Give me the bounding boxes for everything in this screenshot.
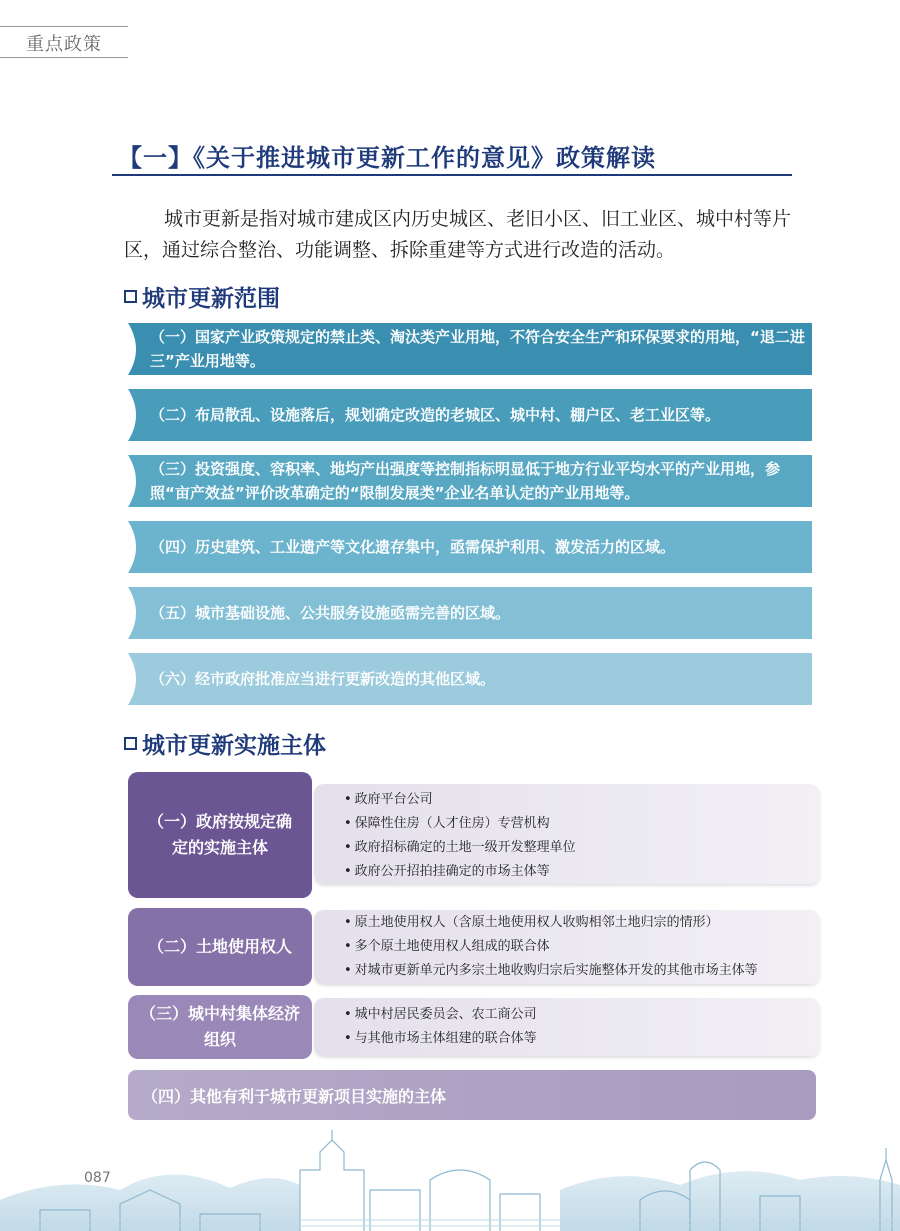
list-item: • 原土地使用权人（含原土地使用权人收购相邻土地归宗的情形） — [344, 911, 758, 935]
page-number: 087 — [84, 1170, 111, 1186]
scope-item — [128, 653, 812, 705]
list-item: • 政府平台公司 — [344, 788, 576, 812]
scope-item-text: （五）城市基础设施、公共服务设施亟需完善的区域。 — [150, 604, 511, 622]
section-rule — [112, 174, 792, 176]
intro-paragraph: 城市更新是指对城市建成区内历史城区、老旧小区、旧工业区、城中村等片区，通过综合整治、功能调整、拆除重建等方式进行改造的活动。 — [124, 208, 792, 261]
scope-item — [128, 587, 812, 639]
list-item: • 政府公开招拍挂确定的市场主体等 — [344, 860, 576, 884]
list-item: • 多个原土地使用权人组成的联合体 — [344, 935, 758, 959]
subject-group-other: （四）其他有利于城市更新项目实施的主体 — [128, 1070, 816, 1120]
list-item: • 保障性住房（人才住房）专营机构 — [344, 812, 576, 836]
subject-group-label: （三）城中村集体经济组织 — [128, 995, 312, 1059]
scope-item-text: （三）投资强度、容积率、地均产出强度等控制指标明显低于地方行业平均水平的产业用地，参照“亩产效益”评价改革确定的“限制发展类”企业名单认定的产业用地等。 — [150, 460, 781, 502]
city-skyline-decoration — [0, 1130, 900, 1231]
scope-item-text: （一）国家产业政策规定的禁止类、淘汰类产业用地，不符合安全生产和环保要求的用地，“退二进三”产业用地等。 — [150, 328, 805, 370]
header-tag — [0, 26, 128, 58]
list-item: • 与其他市场主体组建的联合体等 — [344, 1027, 537, 1051]
scope-item — [128, 521, 812, 573]
scope-item-text: （二）布局散乱、设施落后，规划确定改造的老城区、城中村、棚户区、老工业区等。 — [150, 406, 721, 424]
subjects-heading — [124, 727, 326, 760]
section-title: 【一】《关于推进城市更新工作的意见》政策解读 — [118, 144, 656, 172]
list-item: • 城中村居民委员会、农工商公司 — [344, 1003, 537, 1027]
scope-item-text: （四）历史建筑、工业遗产等文化遗存集中，亟需保护利用、激发活力的区域。 — [150, 538, 676, 556]
square-bullet-icon — [124, 290, 137, 303]
subject-group-label: （二）土地使用权人 — [128, 908, 312, 986]
scope-item — [128, 323, 812, 375]
subject-group-panel — [314, 998, 820, 1056]
subjects-heading-label: 城市更新实施主体 — [142, 733, 326, 759]
scope-heading-label: 城市更新范围 — [142, 286, 280, 312]
subject-group-panel — [314, 784, 820, 884]
subject-group-panel — [314, 910, 820, 984]
scope-item-text: （六）经市政府批准应当进行更新改造的其他区域。 — [150, 670, 496, 688]
header-tag-label: 重点政策 — [26, 34, 102, 55]
list-item: • 对城市更新单元内多宗土地收购归宗后实施整体开发的其他市场主体等 — [344, 959, 758, 983]
list-item: • 政府招标确定的土地一级开发整理单位 — [344, 836, 576, 860]
subject-group-label: （一）政府按规定确定的实施主体 — [128, 772, 312, 898]
scope-item — [128, 389, 812, 441]
square-bullet-icon — [124, 737, 137, 750]
scope-item — [128, 455, 812, 507]
scope-heading — [124, 280, 280, 313]
